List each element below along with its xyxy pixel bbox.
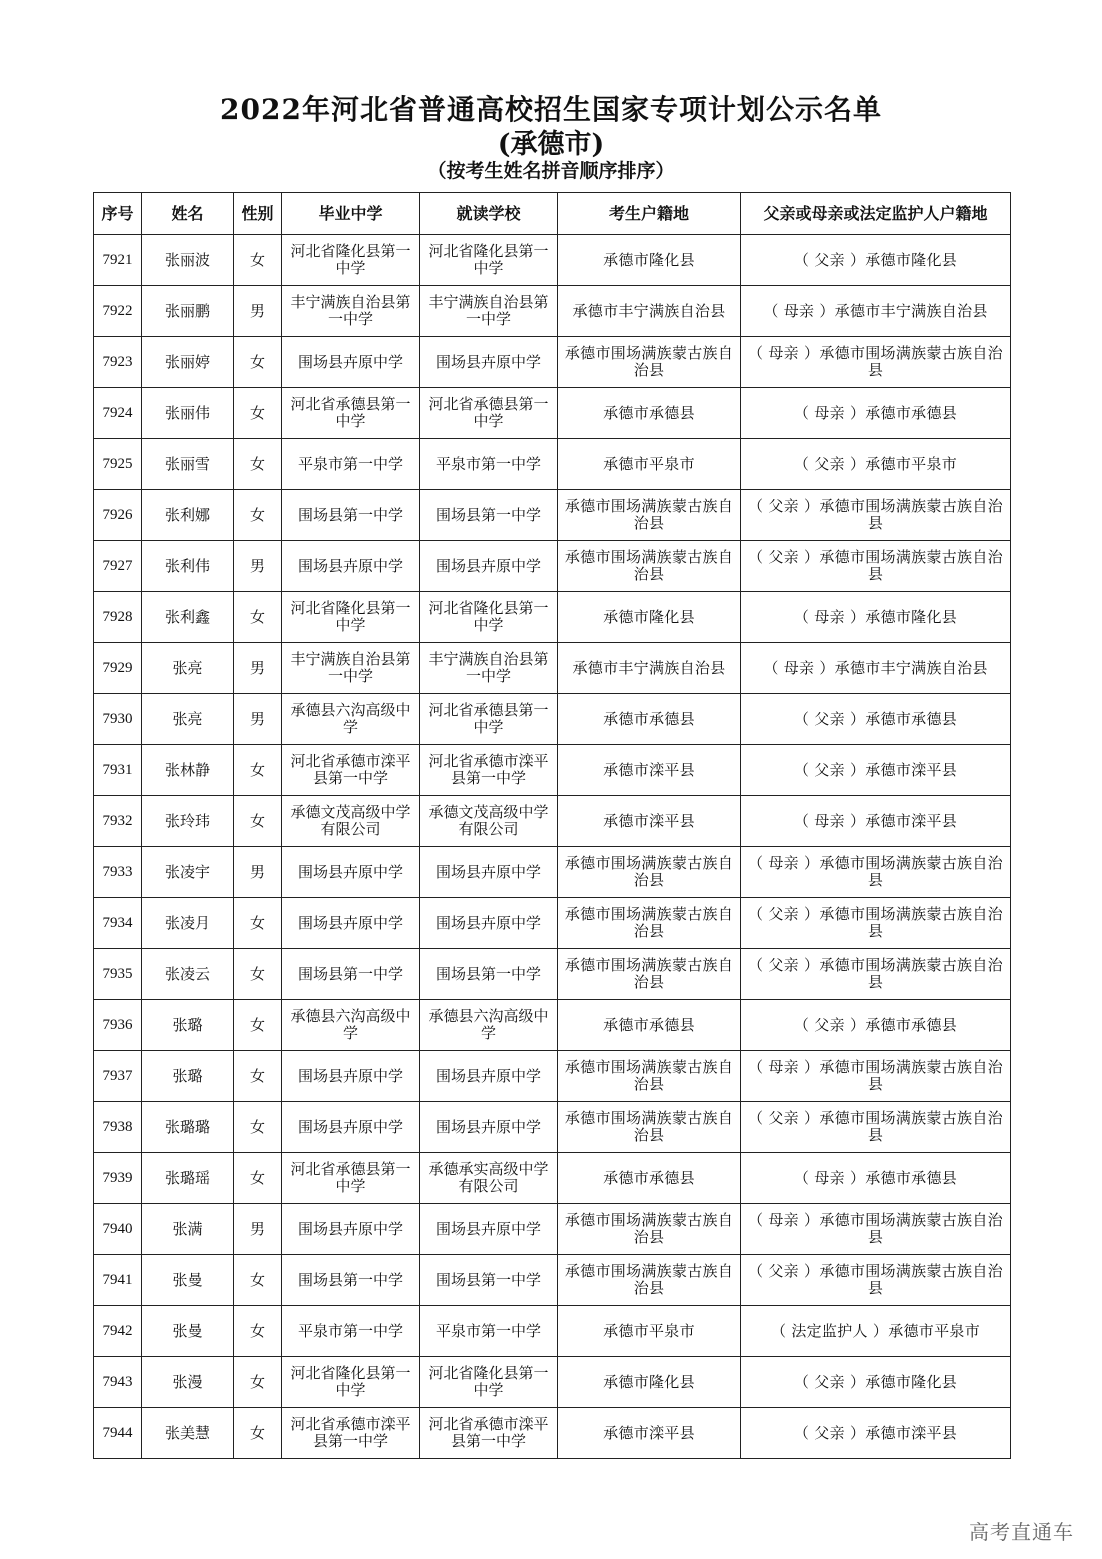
cell-student-residence: 承德市围场满族蒙古族自治县 <box>558 1102 741 1153</box>
cell-current-school: 围场县第一中学 <box>420 1255 558 1306</box>
cell-student-residence: 承德市围场满族蒙古族自治县 <box>558 1255 741 1306</box>
cell-gender: 女 <box>234 1408 282 1459</box>
cell-gender: 女 <box>234 592 282 643</box>
table-row <box>94 490 1011 541</box>
cell-gender: 女 <box>234 1000 282 1051</box>
cell-graduation-school: 围场县第一中学 <box>282 1255 420 1306</box>
cell-graduation-school: 河北省隆化县第一中学 <box>282 235 420 286</box>
cell-serial: 7934 <box>94 898 142 949</box>
table-row <box>94 1357 1011 1408</box>
cell-gender: 女 <box>234 337 282 388</box>
cell-serial: 7931 <box>94 745 142 796</box>
cell-student-residence: 承德市围场满族蒙古族自治县 <box>558 898 741 949</box>
cell-gender: 女 <box>234 1051 282 1102</box>
cell-serial: 7944 <box>94 1408 142 1459</box>
cell-name: 张丽鹏 <box>142 286 234 337</box>
cell-graduation-school: 平泉市第一中学 <box>282 439 420 490</box>
cell-name: 张曼 <box>142 1306 234 1357</box>
cell-serial: 7936 <box>94 1000 142 1051</box>
table-row <box>94 1000 1011 1051</box>
table-row <box>94 1102 1011 1153</box>
cell-graduation-school: 围场县卉原中学 <box>282 541 420 592</box>
cell-guardian-residence: （ 父亲 ）承德市滦平县 <box>741 1408 1011 1459</box>
table-row <box>94 796 1011 847</box>
table-row <box>94 541 1011 592</box>
cell-serial: 7924 <box>94 388 142 439</box>
cell-student-residence: 承德市围场满族蒙古族自治县 <box>558 847 741 898</box>
cell-serial: 7923 <box>94 337 142 388</box>
cell-guardian-residence: （ 父亲 ）承德市平泉市 <box>741 439 1011 490</box>
cell-student-residence: 承德市丰宁满族自治县 <box>558 286 741 337</box>
cell-name: 张璐璐 <box>142 1102 234 1153</box>
cell-name: 张林静 <box>142 745 234 796</box>
cell-current-school: 围场县第一中学 <box>420 949 558 1000</box>
cell-current-school: 围场县卉原中学 <box>420 898 558 949</box>
cell-current-school: 河北省承德市滦平县第一中学 <box>420 1408 558 1459</box>
cell-guardian-residence: （ 母亲 ）承德市丰宁满族自治县 <box>741 643 1011 694</box>
cell-graduation-school: 河北省承德县第一中学 <box>282 1153 420 1204</box>
table-row <box>94 949 1011 1000</box>
cell-guardian-residence: （ 母亲 ）承德市围场满族蒙古族自治县 <box>741 847 1011 898</box>
cell-student-residence: 承德市围场满族蒙古族自治县 <box>558 949 741 1000</box>
cell-student-residence: 承德市围场满族蒙古族自治县 <box>558 1204 741 1255</box>
cell-name: 张丽雪 <box>142 439 234 490</box>
roster-table <box>93 192 1011 1459</box>
cell-guardian-residence: （ 母亲 ）承德市围场满族蒙古族自治县 <box>741 337 1011 388</box>
cell-student-residence: 承德市滦平县 <box>558 745 741 796</box>
cell-guardian-residence: （ 母亲 ）承德市围场满族蒙古族自治县 <box>741 1051 1011 1102</box>
cell-graduation-school: 丰宁满族自治县第一中学 <box>282 643 420 694</box>
cell-name: 张满 <box>142 1204 234 1255</box>
cell-name: 张利鑫 <box>142 592 234 643</box>
cell-gender: 女 <box>234 1357 282 1408</box>
cell-guardian-residence: （ 母亲 ）承德市滦平县 <box>741 796 1011 847</box>
cell-serial: 7938 <box>94 1102 142 1153</box>
cell-serial: 7929 <box>94 643 142 694</box>
page-subtitle-sort-note: （按考生姓名拼音顺序排序） <box>427 160 675 182</box>
table-row <box>94 337 1011 388</box>
cell-name: 张丽婷 <box>142 337 234 388</box>
cell-guardian-residence: （ 母亲 ）承德市承德县 <box>741 388 1011 439</box>
cell-name: 张漫 <box>142 1357 234 1408</box>
cell-graduation-school: 承德文茂高级中学有限公司 <box>282 796 420 847</box>
cell-guardian-residence: （ 父亲 ）承德市围场满族蒙古族自治县 <box>741 898 1011 949</box>
cell-guardian-residence: （ 父亲 ）承德市围场满族蒙古族自治县 <box>741 1102 1011 1153</box>
cell-gender: 女 <box>234 1153 282 1204</box>
cell-student-residence: 承德市隆化县 <box>558 1357 741 1408</box>
cell-gender: 女 <box>234 796 282 847</box>
cell-guardian-residence: （ 母亲 ）承德市隆化县 <box>741 592 1011 643</box>
cell-name: 张亮 <box>142 643 234 694</box>
cell-student-residence: 承德市围场满族蒙古族自治县 <box>558 1051 741 1102</box>
cell-serial: 7928 <box>94 592 142 643</box>
cell-gender: 男 <box>234 541 282 592</box>
header-current-school: 就读学校 <box>420 193 558 235</box>
cell-gender: 男 <box>234 694 282 745</box>
cell-guardian-residence: （ 母亲 ）承德市丰宁满族自治县 <box>741 286 1011 337</box>
cell-name: 张玲玮 <box>142 796 234 847</box>
cell-graduation-school: 河北省承德县第一中学 <box>282 388 420 439</box>
cell-student-residence: 承德市围场满族蒙古族自治县 <box>558 541 741 592</box>
cell-current-school: 平泉市第一中学 <box>420 1306 558 1357</box>
cell-serial: 7925 <box>94 439 142 490</box>
table-row <box>94 694 1011 745</box>
cell-serial: 7927 <box>94 541 142 592</box>
cell-serial: 7941 <box>94 1255 142 1306</box>
cell-gender: 女 <box>234 388 282 439</box>
header-name: 姓名 <box>142 193 234 235</box>
cell-guardian-residence: （ 父亲 ）承德市承德县 <box>741 694 1011 745</box>
table-row <box>94 898 1011 949</box>
cell-serial: 7921 <box>94 235 142 286</box>
table-body <box>94 235 1011 1459</box>
cell-current-school: 围场县卉原中学 <box>420 337 558 388</box>
table-row <box>94 592 1011 643</box>
cell-current-school: 围场县卉原中学 <box>420 1051 558 1102</box>
cell-current-school: 丰宁满族自治县第一中学 <box>420 286 558 337</box>
table-row <box>94 1051 1011 1102</box>
cell-student-residence: 承德市承德县 <box>558 388 741 439</box>
table-row <box>94 235 1011 286</box>
cell-student-residence: 承德市承德县 <box>558 694 741 745</box>
cell-serial: 7940 <box>94 1204 142 1255</box>
cell-guardian-residence: （ 父亲 ）承德市围场满族蒙古族自治县 <box>741 490 1011 541</box>
cell-graduation-school: 围场县卉原中学 <box>282 1204 420 1255</box>
cell-name: 张璐 <box>142 1000 234 1051</box>
cell-student-residence: 承德市隆化县 <box>558 235 741 286</box>
cell-current-school: 丰宁满族自治县第一中学 <box>420 643 558 694</box>
table-row <box>94 1408 1011 1459</box>
cell-guardian-residence: （ 父亲 ）承德市隆化县 <box>741 1357 1011 1408</box>
cell-current-school: 平泉市第一中学 <box>420 439 558 490</box>
cell-gender: 女 <box>234 898 282 949</box>
cell-current-school: 承德县六沟高级中学 <box>420 1000 558 1051</box>
cell-current-school: 围场县卉原中学 <box>420 541 558 592</box>
cell-gender: 女 <box>234 745 282 796</box>
cell-current-school: 河北省隆化县第一中学 <box>420 235 558 286</box>
page-title: 2022年河北省普通高校招生国家专项计划公示名单 <box>220 93 882 126</box>
cell-graduation-school: 围场县第一中学 <box>282 490 420 541</box>
cell-gender: 男 <box>234 286 282 337</box>
cell-graduation-school: 承德县六沟高级中学 <box>282 694 420 745</box>
cell-student-residence: 承德市承德县 <box>558 1153 741 1204</box>
cell-guardian-residence: （ 父亲 ）承德市围场满族蒙古族自治县 <box>741 1255 1011 1306</box>
header-graduation-school: 毕业中学 <box>282 193 420 235</box>
cell-current-school: 围场县卉原中学 <box>420 847 558 898</box>
cell-current-school: 河北省承德县第一中学 <box>420 388 558 439</box>
cell-current-school: 承德文茂高级中学有限公司 <box>420 796 558 847</box>
cell-graduation-school: 平泉市第一中学 <box>282 1306 420 1357</box>
cell-name: 张美慧 <box>142 1408 234 1459</box>
cell-guardian-residence: （ 母亲 ）承德市承德县 <box>741 1153 1011 1204</box>
cell-student-residence: 承德市平泉市 <box>558 439 741 490</box>
cell-serial: 7933 <box>94 847 142 898</box>
cell-student-residence: 承德市滦平县 <box>558 1408 741 1459</box>
cell-serial: 7930 <box>94 694 142 745</box>
cell-graduation-school: 河北省承德市滦平县第一中学 <box>282 745 420 796</box>
table-row <box>94 388 1011 439</box>
header-serial: 序号 <box>94 193 142 235</box>
cell-name: 张凌宇 <box>142 847 234 898</box>
cell-guardian-residence: （ 父亲 ）承德市围场满族蒙古族自治县 <box>741 949 1011 1000</box>
cell-student-residence: 承德市滦平县 <box>558 796 741 847</box>
cell-gender: 男 <box>234 643 282 694</box>
cell-name: 张凌云 <box>142 949 234 1000</box>
cell-student-residence: 承德市承德县 <box>558 1000 741 1051</box>
header-gender: 性别 <box>234 193 282 235</box>
table-row <box>94 439 1011 490</box>
cell-name: 张丽波 <box>142 235 234 286</box>
table-row <box>94 745 1011 796</box>
cell-guardian-residence: （ 父亲 ）承德市承德县 <box>741 1000 1011 1051</box>
cell-guardian-residence: （ 父亲 ）承德市围场满族蒙古族自治县 <box>741 541 1011 592</box>
cell-name: 张亮 <box>142 694 234 745</box>
cell-name: 张利伟 <box>142 541 234 592</box>
cell-serial: 7939 <box>94 1153 142 1204</box>
cell-name: 张璐 <box>142 1051 234 1102</box>
table-row <box>94 286 1011 337</box>
cell-graduation-school: 河北省承德市滦平县第一中学 <box>282 1408 420 1459</box>
cell-guardian-residence: （ 母亲 ）承德市围场满族蒙古族自治县 <box>741 1204 1011 1255</box>
cell-name: 张利娜 <box>142 490 234 541</box>
cell-graduation-school: 围场县卉原中学 <box>282 1051 420 1102</box>
cell-graduation-school: 承德县六沟高级中学 <box>282 1000 420 1051</box>
cell-graduation-school: 围场县卉原中学 <box>282 898 420 949</box>
cell-student-residence: 承德市围场满族蒙古族自治县 <box>558 490 741 541</box>
table-row <box>94 1153 1011 1204</box>
cell-current-school: 河北省承德市滦平县第一中学 <box>420 745 558 796</box>
page-subtitle-city: (承德市) <box>497 129 605 160</box>
cell-gender: 女 <box>234 439 282 490</box>
cell-current-school: 围场县第一中学 <box>420 490 558 541</box>
header-student-residence: 考生户籍地 <box>558 193 741 235</box>
cell-serial: 7922 <box>94 286 142 337</box>
cell-name: 张凌月 <box>142 898 234 949</box>
cell-serial: 7926 <box>94 490 142 541</box>
table-row <box>94 1306 1011 1357</box>
cell-graduation-school: 围场县第一中学 <box>282 949 420 1000</box>
cell-graduation-school: 河北省隆化县第一中学 <box>282 1357 420 1408</box>
watermark: 高考直通车 <box>969 1520 1074 1544</box>
cell-current-school: 围场县卉原中学 <box>420 1204 558 1255</box>
cell-serial: 7942 <box>94 1306 142 1357</box>
cell-graduation-school: 围场县卉原中学 <box>282 1102 420 1153</box>
cell-gender: 女 <box>234 1102 282 1153</box>
table-header-row <box>94 193 1011 235</box>
cell-guardian-residence: （ 父亲 ）承德市隆化县 <box>741 235 1011 286</box>
cell-serial: 7932 <box>94 796 142 847</box>
cell-graduation-school: 围场县卉原中学 <box>282 847 420 898</box>
cell-current-school: 围场县卉原中学 <box>420 1102 558 1153</box>
cell-current-school: 河北省隆化县第一中学 <box>420 1357 558 1408</box>
header-guardian-residence: 父亲或母亲或法定监护人户籍地 <box>741 193 1011 235</box>
cell-name: 张璐瑶 <box>142 1153 234 1204</box>
cell-current-school: 河北省隆化县第一中学 <box>420 592 558 643</box>
cell-gender: 女 <box>234 1306 282 1357</box>
cell-gender: 女 <box>234 949 282 1000</box>
cell-serial: 7943 <box>94 1357 142 1408</box>
cell-serial: 7937 <box>94 1051 142 1102</box>
cell-gender: 男 <box>234 1204 282 1255</box>
cell-current-school: 河北省承德县第一中学 <box>420 694 558 745</box>
cell-name: 张丽伟 <box>142 388 234 439</box>
cell-gender: 男 <box>234 847 282 898</box>
cell-graduation-school: 丰宁满族自治县第一中学 <box>282 286 420 337</box>
cell-guardian-residence: （ 父亲 ）承德市滦平县 <box>741 745 1011 796</box>
table-row <box>94 1204 1011 1255</box>
table-row <box>94 1255 1011 1306</box>
cell-graduation-school: 围场县卉原中学 <box>282 337 420 388</box>
cell-student-residence: 承德市丰宁满族自治县 <box>558 643 741 694</box>
cell-gender: 女 <box>234 235 282 286</box>
cell-student-residence: 承德市围场满族蒙古族自治县 <box>558 337 741 388</box>
cell-gender: 女 <box>234 490 282 541</box>
cell-serial: 7935 <box>94 949 142 1000</box>
table-row <box>94 847 1011 898</box>
cell-graduation-school: 河北省隆化县第一中学 <box>282 592 420 643</box>
cell-guardian-residence: （ 法定监护人 ）承德市平泉市 <box>741 1306 1011 1357</box>
cell-student-residence: 承德市平泉市 <box>558 1306 741 1357</box>
table-row <box>94 643 1011 694</box>
cell-current-school: 承德承实高级中学有限公司 <box>420 1153 558 1204</box>
cell-name: 张曼 <box>142 1255 234 1306</box>
cell-student-residence: 承德市隆化县 <box>558 592 741 643</box>
cell-gender: 女 <box>234 1255 282 1306</box>
